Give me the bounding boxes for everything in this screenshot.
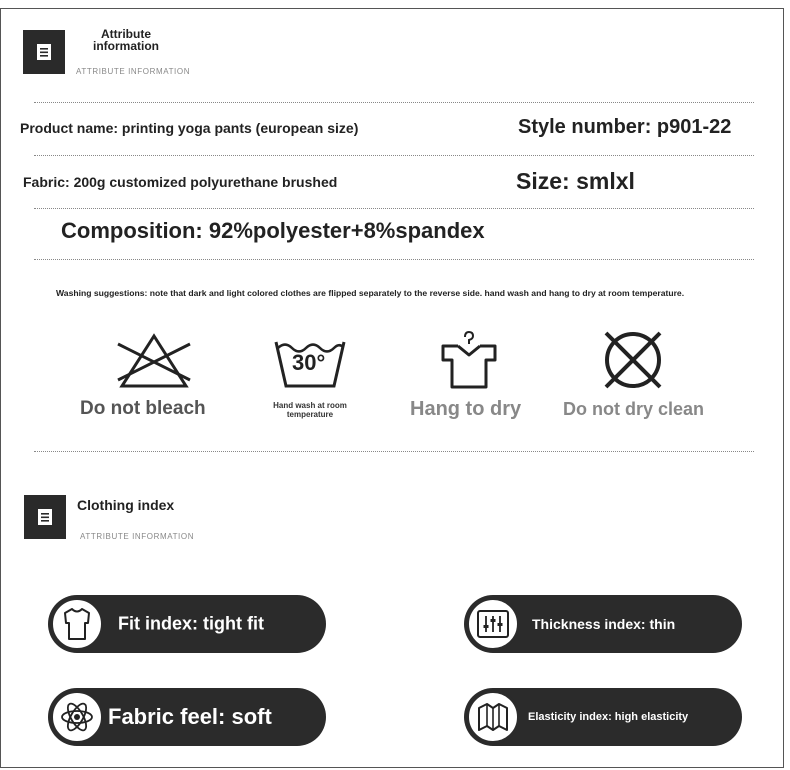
- divider: [34, 208, 754, 209]
- fabric: Fabric: 200g customized polyurethane brushed: [23, 174, 338, 190]
- fit-index: Fit index: tight fit: [118, 613, 264, 634]
- no-dry-clean-icon: [603, 330, 663, 395]
- size: Size: smlxl: [516, 168, 635, 194]
- divider: [34, 155, 754, 156]
- atom-icon: [50, 690, 104, 744]
- section-title: Attribute information: [93, 27, 159, 53]
- document-icon: [23, 30, 65, 74]
- section-subtitle: ATTRIBUTE INFORMATION: [80, 532, 195, 541]
- section-subtitle: ATTRIBUTE INFORMATION: [76, 67, 191, 76]
- fabric-feel: Fabric feel: soft: [108, 704, 272, 729]
- tshirt-icon: [50, 597, 104, 651]
- elasticity-index-pill: [464, 688, 742, 746]
- fit-index-pill: [48, 595, 326, 653]
- divider: [34, 102, 754, 103]
- no-bleach-icon: [116, 332, 192, 395]
- product-name: Product name: printing yoga pants (european size): [20, 120, 359, 136]
- thickness-index-pill: [464, 595, 742, 653]
- section-title: Clothing index: [77, 497, 175, 513]
- hand-wash-icon: [272, 336, 348, 395]
- document-icon: [24, 495, 66, 539]
- divider: [34, 259, 754, 260]
- thickness-index: Thickness index: thin: [532, 616, 676, 632]
- hang-dry-label: Hang to dry: [410, 398, 522, 420]
- composition: Composition: 92%polyester+8%spandex: [61, 218, 485, 243]
- divider: [34, 451, 754, 452]
- fabric-feel-pill: [48, 688, 326, 746]
- sliders-icon: [466, 597, 520, 651]
- washing-suggestions: Washing suggestions: note that dark and light colored clothes are flipped separately to the reverse side. hand wash and hang to dry at room temperature.: [56, 288, 685, 298]
- wash-temperature: 30°: [292, 350, 326, 375]
- no-dry-clean-label: Do not dry clean: [563, 399, 705, 419]
- fabric-wave-icon: [466, 690, 520, 744]
- hand-wash-label: Hand wash at room temperature: [273, 401, 347, 419]
- no-bleach-label: Do not bleach: [80, 398, 206, 419]
- style-number: Style number: p901-22: [518, 116, 732, 138]
- elasticity-index: Elasticity index: high elasticity: [528, 711, 689, 723]
- hang-dry-icon: [440, 330, 498, 395]
